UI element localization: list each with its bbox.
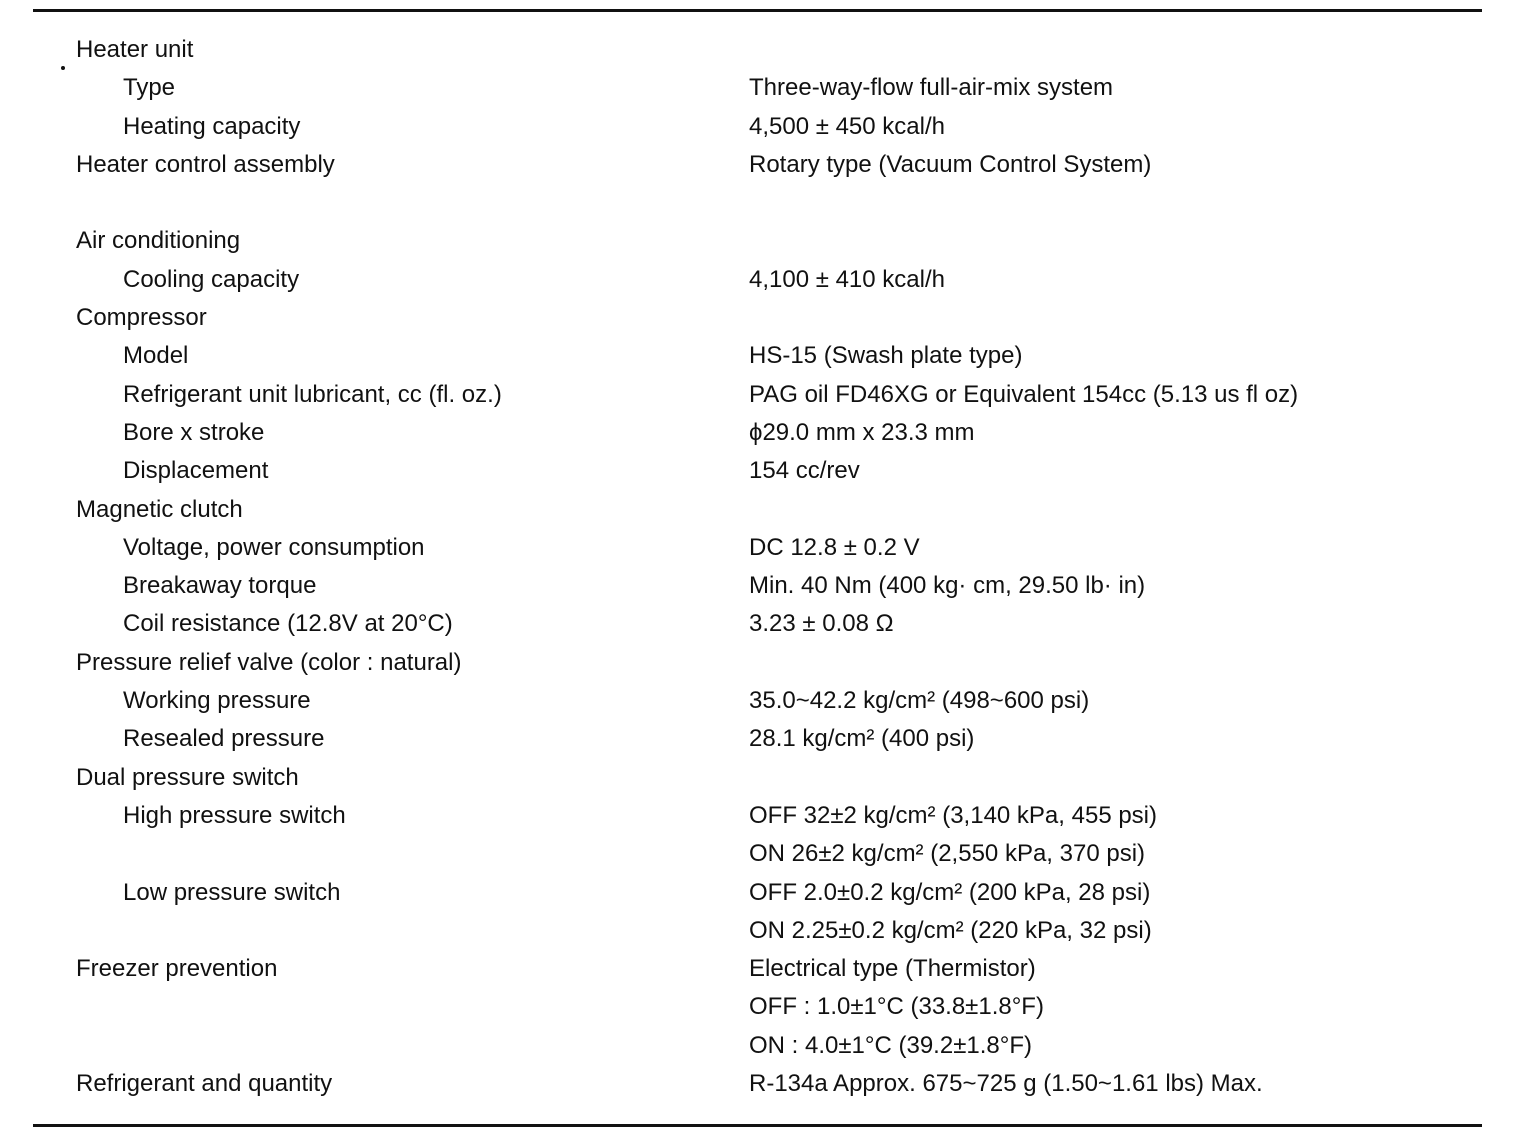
spec-label: Refrigerant unit lubricant, cc (fl. oz.) (123, 380, 502, 408)
spec-row (0, 414, 1520, 452)
spec-label: Cooling capacity (123, 265, 300, 293)
spec-label: Refrigerant and quantity (76, 1070, 333, 1098)
spec-label: Air conditioning (76, 227, 241, 255)
spec-label: Heating capacity (123, 112, 301, 140)
spec-label: Compressor (76, 304, 207, 332)
spec-row (0, 644, 1520, 682)
spec-value: 4,100 ± 410 kcal/h (749, 265, 945, 293)
spec-label: Dual pressure switch (76, 763, 299, 791)
spec-value: Min. 40 Nm (400 kg· cm, 29.50 lb· in) (749, 572, 1146, 600)
spec-value: Electrical type (Thermistor) (749, 955, 1036, 983)
spec-label: Freezer prevention (76, 955, 278, 983)
spec-label: Type (123, 74, 176, 102)
spec-row (0, 720, 1520, 758)
spec-row (0, 69, 1520, 107)
spec-row (0, 682, 1520, 720)
spec-value: R-134a Approx. 675~725 g (1.50~1.61 lbs) Max. (749, 1070, 1263, 1098)
spec-label: Displacement (123, 457, 269, 485)
spec-label: Magnetic clutch (76, 495, 243, 523)
spec-value: Rotary type (Vacuum Control System) (749, 150, 1152, 178)
top-rule (33, 9, 1482, 12)
spec-row (0, 452, 1520, 490)
spec-label: Pressure relief valve (color : natural) (76, 648, 462, 676)
spec-row (0, 529, 1520, 567)
spec-label: Resealed pressure (123, 725, 325, 753)
spec-value: Three-way-flow full-air-mix system (749, 74, 1114, 102)
spec-row (0, 491, 1520, 529)
spec-row (0, 337, 1520, 375)
spec-value: ON 26±2 kg/cm² (2,550 kPa, 370 psi) (749, 840, 1146, 868)
spec-row (0, 184, 1520, 222)
spec-value: OFF 2.0±0.2 kg/cm² (200 kPa, 28 psi) (749, 878, 1151, 906)
spec-value: HS-15 (Swash plate type) (749, 342, 1023, 370)
spec-row (0, 31, 1520, 69)
spec-value: 3.23 ± 0.08 Ω (749, 610, 894, 638)
spec-row (0, 988, 1520, 1026)
spec-value: ON : 4.0±1°C (39.2±1.8°F) (749, 1031, 1032, 1059)
spec-label: Coil resistance (12.8V at 20°C) (123, 610, 453, 638)
spec-row (0, 567, 1520, 605)
spec-value: OFF : 1.0±1°C (33.8±1.8°F) (749, 993, 1044, 1021)
spec-row (0, 1027, 1520, 1065)
spec-label: Heater control assembly (76, 150, 335, 178)
spec-row (0, 146, 1520, 184)
spec-row (0, 605, 1520, 643)
spec-row (0, 108, 1520, 146)
spec-row (0, 912, 1520, 950)
spec-label: Model (123, 342, 189, 370)
spec-label: Bore x stroke (123, 418, 265, 446)
spec-label: Heater unit (76, 36, 194, 63)
spec-row (0, 222, 1520, 260)
spec-value: 154 cc/rev (749, 457, 860, 485)
spec-label: Low pressure switch (123, 878, 341, 906)
spec-row (0, 376, 1520, 414)
spec-value: 4,500 ± 450 kcal/h (749, 112, 945, 140)
spec-table (0, 31, 1520, 1103)
spec-row (0, 261, 1520, 299)
spec-label: Working pressure (123, 687, 311, 715)
spec-value: 35.0~42.2 kg/cm² (498~600 psi) (749, 687, 1090, 715)
spec-row (0, 1065, 1520, 1103)
spec-row (0, 835, 1520, 873)
spec-label: Breakaway torque (123, 572, 317, 600)
spec-value: ON 2.25±0.2 kg/cm² (220 kPa, 32 psi) (749, 916, 1152, 944)
spec-value: OFF 32±2 kg/cm² (3,140 kPa, 455 psi) (749, 801, 1157, 829)
spec-label: Voltage, power consumption (123, 533, 425, 561)
spec-row (0, 950, 1520, 988)
spec-row (0, 299, 1520, 337)
spec-value: PAG oil FD46XG or Equivalent 154cc (5.13 us fl oz) (749, 380, 1299, 408)
spec-value: ϕ29.0 mm x 23.3 mm (749, 418, 975, 446)
spec-label: High pressure switch (123, 801, 346, 829)
spec-value: 28.1 kg/cm² (400 psi) (749, 725, 975, 753)
spec-value: DC 12.8 ± 0.2 V (749, 533, 920, 561)
spec-row (0, 759, 1520, 797)
bottom-rule (33, 1124, 1482, 1127)
spec-row (0, 797, 1520, 835)
spec-row (0, 874, 1520, 912)
